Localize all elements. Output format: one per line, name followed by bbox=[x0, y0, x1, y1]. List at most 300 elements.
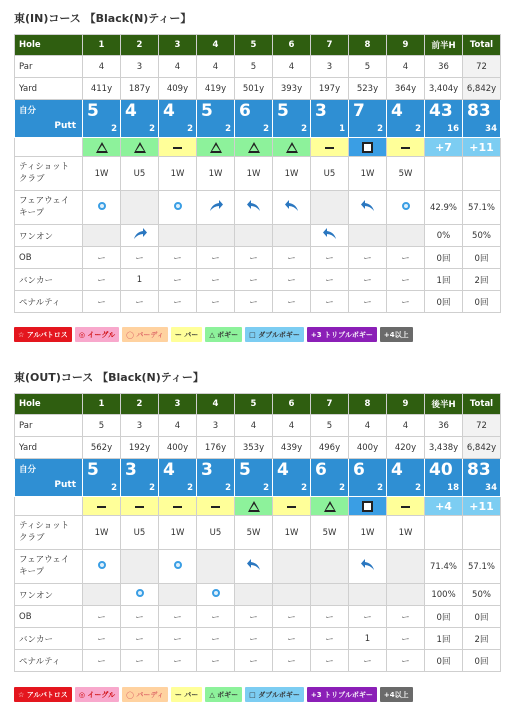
bunker-half: 1回 bbox=[425, 269, 463, 291]
row-label: ワンオン bbox=[15, 225, 83, 247]
bunker-total: 2回 bbox=[463, 628, 501, 650]
score-value: 3 bbox=[315, 101, 327, 121]
oneon-half: 100% bbox=[425, 584, 463, 606]
fairway-hit-icon bbox=[402, 202, 410, 210]
table-row-result bbox=[15, 497, 501, 516]
fairway-cell bbox=[121, 550, 159, 584]
penalty-cell: ー bbox=[349, 650, 387, 672]
score-cell[interactable] bbox=[387, 100, 425, 138]
par-cell: 3 bbox=[121, 56, 159, 78]
score-cell[interactable] bbox=[273, 459, 311, 497]
bogey-icon bbox=[134, 142, 146, 153]
tee-half bbox=[425, 157, 463, 191]
fairway-cell bbox=[83, 191, 121, 225]
bunker-cell: ー bbox=[273, 269, 311, 291]
tee-club-cell: 1W bbox=[83, 516, 121, 550]
score-value: 6 bbox=[239, 101, 251, 121]
fairway-cell bbox=[273, 191, 311, 225]
arrow-left-icon bbox=[246, 565, 262, 575]
fairway-half: 42.9% bbox=[425, 191, 463, 225]
putt-half: 16 bbox=[447, 124, 459, 134]
bunker-half: 1回 bbox=[425, 628, 463, 650]
tee-club-cell: 1W bbox=[349, 516, 387, 550]
putt-value: 2 bbox=[263, 124, 269, 134]
row-label: バンカー bbox=[15, 628, 83, 650]
row-label: Par bbox=[15, 415, 83, 437]
yard-cell: 197y bbox=[311, 78, 349, 100]
row-label: ティショット クラブ bbox=[15, 157, 83, 191]
score-cell[interactable] bbox=[121, 100, 159, 138]
penalty-cell: ー bbox=[159, 291, 197, 313]
par-cell: 5 bbox=[83, 415, 121, 437]
legend-item: ー パー bbox=[171, 327, 202, 342]
par-cell: 4 bbox=[349, 415, 387, 437]
fairway-cell bbox=[197, 550, 235, 584]
bogey-icon bbox=[286, 142, 298, 153]
arrow-left-icon bbox=[322, 234, 338, 244]
fairway-cell bbox=[83, 550, 121, 584]
yard-cell: 420y bbox=[387, 437, 425, 459]
table-row-penalty bbox=[15, 650, 501, 672]
tee-club-cell: 1W bbox=[159, 516, 197, 550]
score-cell[interactable] bbox=[235, 459, 273, 497]
oneon-cell bbox=[349, 225, 387, 247]
fairway-cell bbox=[235, 550, 273, 584]
par-icon bbox=[211, 506, 220, 508]
par-cell: 4 bbox=[235, 415, 273, 437]
hole-number: 4 bbox=[197, 35, 235, 56]
fairway-cell bbox=[349, 191, 387, 225]
result-cell bbox=[349, 138, 387, 157]
fairway-cell bbox=[159, 550, 197, 584]
ob-cell: ー bbox=[121, 247, 159, 269]
table-row-par bbox=[15, 415, 501, 437]
total-label: Total bbox=[463, 35, 501, 56]
penalty-cell: ー bbox=[197, 291, 235, 313]
ob-cell: ー bbox=[83, 606, 121, 628]
score-cell[interactable] bbox=[197, 100, 235, 138]
yard-cell: 393y bbox=[273, 78, 311, 100]
ob-total: 0回 bbox=[463, 606, 501, 628]
par-cell: 4 bbox=[387, 56, 425, 78]
score-value: 4 bbox=[163, 460, 175, 480]
bunker-cell: ー bbox=[349, 269, 387, 291]
row-label: Par bbox=[15, 56, 83, 78]
arrow-left-icon bbox=[246, 206, 262, 216]
fairway-cell bbox=[387, 191, 425, 225]
scorecard-table bbox=[14, 34, 501, 313]
result-cell bbox=[197, 138, 235, 157]
result-cell bbox=[387, 497, 425, 516]
score-cell[interactable] bbox=[159, 459, 197, 497]
legend-item: △ ボギー bbox=[205, 327, 242, 342]
bunker-cell: ー bbox=[83, 628, 121, 650]
legend-item: ◎ イーグル bbox=[75, 327, 119, 342]
result-cell bbox=[197, 497, 235, 516]
legend-item: ◎ イーグル bbox=[75, 687, 119, 702]
fairway-cell bbox=[387, 550, 425, 584]
yard-cell: 192y bbox=[121, 437, 159, 459]
legend-item: ◯ バーディ bbox=[122, 327, 168, 342]
bogey-icon bbox=[248, 501, 260, 512]
putt-value: 2 bbox=[187, 124, 193, 134]
row-label: バンカー bbox=[15, 269, 83, 291]
penalty-cell: ー bbox=[121, 291, 159, 313]
score-value: 3 bbox=[201, 460, 213, 480]
table-row-bunker bbox=[15, 628, 501, 650]
oneon-total: 50% bbox=[463, 584, 501, 606]
score-legend bbox=[14, 687, 413, 702]
row-label: Hole bbox=[15, 394, 83, 415]
result-cell bbox=[273, 497, 311, 516]
ob-cell: ー bbox=[387, 606, 425, 628]
result-cell bbox=[235, 497, 273, 516]
score-cell[interactable] bbox=[121, 459, 159, 497]
arrow-left-icon bbox=[360, 565, 376, 575]
tee-club-cell: 1W bbox=[235, 157, 273, 191]
result-half: +4 bbox=[425, 497, 463, 516]
par-cell: 4 bbox=[197, 56, 235, 78]
oneon-cell bbox=[387, 225, 425, 247]
tee-club-cell: 1W bbox=[159, 157, 197, 191]
penalty-half: 0回 bbox=[425, 650, 463, 672]
table-row-tee bbox=[15, 157, 501, 191]
score-value: 5 bbox=[239, 460, 251, 480]
bogey-icon bbox=[96, 142, 108, 153]
hole-number: 1 bbox=[83, 35, 121, 56]
bunker-cell: ー bbox=[121, 628, 159, 650]
hole-number: 1 bbox=[83, 394, 121, 415]
legend-item: +4以上 bbox=[380, 327, 413, 342]
table-row-yard bbox=[15, 437, 501, 459]
oneon-cell bbox=[121, 225, 159, 247]
tee-club-cell: U5 bbox=[311, 157, 349, 191]
putt-value: 2 bbox=[377, 483, 383, 493]
table-row-fairway bbox=[15, 550, 501, 584]
bunker-cell: ー bbox=[273, 628, 311, 650]
par-icon bbox=[97, 506, 106, 508]
ob-cell: ー bbox=[159, 247, 197, 269]
putt-value: 2 bbox=[301, 483, 307, 493]
penalty-cell: ー bbox=[235, 650, 273, 672]
fairway-hit-icon bbox=[174, 202, 182, 210]
result-cell bbox=[387, 138, 425, 157]
arrow-right-icon bbox=[208, 206, 224, 216]
bunker-cell: ー bbox=[387, 269, 425, 291]
tee-half bbox=[425, 516, 463, 550]
score-cell[interactable] bbox=[387, 459, 425, 497]
score-half: 40 bbox=[429, 460, 453, 480]
yard-cell: 439y bbox=[273, 437, 311, 459]
penalty-total: 0回 bbox=[463, 650, 501, 672]
putt-value: 2 bbox=[377, 124, 383, 134]
course-title: 東(OUT)コース 【Black(N)ティー】 bbox=[14, 371, 204, 384]
penalty-cell: ー bbox=[387, 291, 425, 313]
par-cell: 3 bbox=[197, 415, 235, 437]
tee-club-cell: 5W bbox=[387, 157, 425, 191]
bunker-cell: ー bbox=[159, 269, 197, 291]
row-label bbox=[15, 138, 83, 157]
par-cell: 5 bbox=[311, 415, 349, 437]
penalty-cell: ー bbox=[121, 650, 159, 672]
hole-number: 2 bbox=[121, 35, 159, 56]
par-total: 72 bbox=[463, 56, 501, 78]
score-cell[interactable] bbox=[83, 459, 121, 497]
par-cell: 4 bbox=[159, 415, 197, 437]
tee-club-cell: 5W bbox=[311, 516, 349, 550]
bunker-cell: ー bbox=[159, 628, 197, 650]
table-row-fairway bbox=[15, 191, 501, 225]
score-cell[interactable] bbox=[83, 100, 121, 138]
table-row-oneon bbox=[15, 225, 501, 247]
yard-cell: 400y bbox=[349, 437, 387, 459]
fairway-hit-icon bbox=[98, 561, 106, 569]
fairway-cell bbox=[121, 191, 159, 225]
hole-number: 8 bbox=[349, 35, 387, 56]
score-cell[interactable] bbox=[197, 459, 235, 497]
bunker-cell: ー bbox=[197, 269, 235, 291]
par-icon bbox=[173, 506, 182, 508]
score-cell[interactable] bbox=[311, 100, 349, 138]
score-half-cell bbox=[425, 100, 463, 138]
bogey-icon bbox=[248, 142, 260, 153]
ob-cell: ー bbox=[197, 606, 235, 628]
par-icon bbox=[401, 147, 410, 149]
par-icon bbox=[287, 506, 296, 508]
result-cell bbox=[121, 497, 159, 516]
half-label: 後半H bbox=[425, 394, 463, 415]
putt-value: 2 bbox=[225, 124, 231, 134]
table-row-tee bbox=[15, 516, 501, 550]
score-value: 4 bbox=[277, 460, 289, 480]
bunker-cell: ー bbox=[235, 269, 273, 291]
bunker-cell: 1 bbox=[121, 269, 159, 291]
row-label bbox=[15, 497, 83, 516]
score-value: 6 bbox=[315, 460, 327, 480]
yard-cell: 364y bbox=[387, 78, 425, 100]
score-cell[interactable] bbox=[235, 100, 273, 138]
penalty-total: 0回 bbox=[463, 291, 501, 313]
score-value: 5 bbox=[87, 460, 99, 480]
score-cell[interactable] bbox=[349, 459, 387, 497]
putt-half: 18 bbox=[447, 483, 459, 493]
score-cell[interactable] bbox=[311, 459, 349, 497]
oneon-cell bbox=[273, 584, 311, 606]
ob-cell: ー bbox=[349, 247, 387, 269]
yard-cell: 496y bbox=[311, 437, 349, 459]
arrow-left-icon bbox=[360, 206, 376, 216]
hole-number: 6 bbox=[273, 394, 311, 415]
penalty-cell: ー bbox=[159, 650, 197, 672]
legend-item: ◯ バーディ bbox=[122, 687, 168, 702]
score-cell[interactable] bbox=[349, 100, 387, 138]
legend-item: □ ダブルボギー bbox=[245, 687, 304, 702]
result-cell bbox=[311, 138, 349, 157]
penalty-cell: ー bbox=[311, 650, 349, 672]
tee-club-cell: 1W bbox=[273, 516, 311, 550]
ob-cell: ー bbox=[273, 247, 311, 269]
legend-item: ー パー bbox=[171, 687, 202, 702]
penalty-cell: ー bbox=[273, 650, 311, 672]
oneon-cell bbox=[235, 225, 273, 247]
oneon-cell bbox=[197, 225, 235, 247]
table-row-par bbox=[15, 56, 501, 78]
legend-item: +4以上 bbox=[380, 687, 413, 702]
par-cell: 4 bbox=[273, 415, 311, 437]
ob-cell: ー bbox=[311, 606, 349, 628]
legend-item: △ ボギー bbox=[205, 687, 242, 702]
score-total-cell bbox=[463, 459, 501, 497]
row-label: ティショット クラブ bbox=[15, 516, 83, 550]
table-row-hole bbox=[15, 35, 501, 56]
par-icon bbox=[135, 506, 144, 508]
putt-value: 2 bbox=[301, 124, 307, 134]
hole-number: 6 bbox=[273, 35, 311, 56]
legend-item: ☆ アルバトロス bbox=[14, 327, 72, 342]
yard-cell: 187y bbox=[121, 78, 159, 100]
fairway-cell bbox=[197, 191, 235, 225]
ob-cell: ー bbox=[235, 247, 273, 269]
fairway-hit-icon bbox=[212, 589, 220, 597]
score-value: 5 bbox=[277, 101, 289, 121]
bunker-cell: ー bbox=[197, 628, 235, 650]
yard-cell: 400y bbox=[159, 437, 197, 459]
tee-club-cell: 1W bbox=[273, 157, 311, 191]
table-row-ob bbox=[15, 247, 501, 269]
tee-club-cell: 1W bbox=[83, 157, 121, 191]
putt-value: 2 bbox=[187, 483, 193, 493]
ob-cell: ー bbox=[311, 247, 349, 269]
bunker-cell: ー bbox=[235, 628, 273, 650]
yard-total: 6,842y bbox=[463, 437, 501, 459]
tee-club-cell: 1W bbox=[349, 157, 387, 191]
yard-cell: 353y bbox=[235, 437, 273, 459]
hole-number: 3 bbox=[159, 394, 197, 415]
row-label: ワンオン bbox=[15, 584, 83, 606]
ob-half: 0回 bbox=[425, 247, 463, 269]
row-label: Yard bbox=[15, 78, 83, 100]
par-cell: 4 bbox=[83, 56, 121, 78]
half-label: 前半H bbox=[425, 35, 463, 56]
yard-cell: 523y bbox=[349, 78, 387, 100]
legend-item: +3 トリプルボギー bbox=[307, 327, 377, 342]
fairway-hit-icon bbox=[98, 202, 106, 210]
score-legend bbox=[14, 327, 413, 342]
putt-value: 2 bbox=[225, 483, 231, 493]
double-bogey-icon bbox=[362, 501, 373, 512]
yard-half: 3,404y bbox=[425, 78, 463, 100]
hole-number: 3 bbox=[159, 35, 197, 56]
score-value: 4 bbox=[125, 101, 137, 121]
row-label: Hole bbox=[15, 35, 83, 56]
yard-half: 3,438y bbox=[425, 437, 463, 459]
table-row-ob bbox=[15, 606, 501, 628]
row-label: フェアウェイ キープ bbox=[15, 191, 83, 225]
par-cell: 5 bbox=[235, 56, 273, 78]
ob-cell: ー bbox=[159, 606, 197, 628]
tee-club-cell: U5 bbox=[121, 516, 159, 550]
result-cell bbox=[159, 497, 197, 516]
putt-value: 2 bbox=[149, 124, 155, 134]
par-half: 36 bbox=[425, 56, 463, 78]
bunker-cell: ー bbox=[387, 628, 425, 650]
ob-cell: ー bbox=[197, 247, 235, 269]
score-value: 4 bbox=[391, 460, 403, 480]
oneon-cell bbox=[159, 225, 197, 247]
fairway-total: 57.1% bbox=[463, 191, 501, 225]
hole-number: 5 bbox=[235, 394, 273, 415]
table-row-yard bbox=[15, 78, 501, 100]
yard-cell: 411y bbox=[83, 78, 121, 100]
oneon-cell bbox=[349, 584, 387, 606]
oneon-cell bbox=[121, 584, 159, 606]
tee-total bbox=[463, 157, 501, 191]
double-bogey-icon bbox=[362, 142, 373, 153]
penalty-cell: ー bbox=[273, 291, 311, 313]
row-label bbox=[15, 100, 83, 138]
ob-cell: ー bbox=[235, 606, 273, 628]
ob-cell: ー bbox=[83, 247, 121, 269]
legend-item: □ ダブルボギー bbox=[245, 327, 304, 342]
score-cell[interactable] bbox=[273, 100, 311, 138]
bunker-total: 2回 bbox=[463, 269, 501, 291]
self-label: 自分 bbox=[19, 106, 37, 116]
penalty-half: 0回 bbox=[425, 291, 463, 313]
putt-value: 2 bbox=[415, 483, 421, 493]
arrow-left-icon bbox=[284, 206, 300, 216]
fairway-half: 71.4% bbox=[425, 550, 463, 584]
bunker-cell: ー bbox=[311, 628, 349, 650]
hole-number: 5 bbox=[235, 35, 273, 56]
row-label: ペナルティ bbox=[15, 291, 83, 313]
oneon-cell bbox=[235, 584, 273, 606]
bunker-cell: 1 bbox=[349, 628, 387, 650]
score-value: 7 bbox=[353, 101, 365, 121]
putt-total: 34 bbox=[485, 483, 497, 493]
score-total: 83 bbox=[467, 101, 491, 121]
yard-cell: 501y bbox=[235, 78, 273, 100]
penalty-cell: ー bbox=[235, 291, 273, 313]
course-title: 東(IN)コース 【Black(N)ティー】 bbox=[14, 12, 192, 25]
putt-value: 2 bbox=[263, 483, 269, 493]
score-cell[interactable] bbox=[159, 100, 197, 138]
penalty-cell: ー bbox=[387, 650, 425, 672]
row-label: フェアウェイ キープ bbox=[15, 550, 83, 584]
result-total: +11 bbox=[463, 497, 501, 516]
score-total: 83 bbox=[467, 460, 491, 480]
penalty-cell: ー bbox=[349, 291, 387, 313]
arrow-right-icon bbox=[132, 234, 148, 244]
fairway-cell bbox=[311, 550, 349, 584]
ob-cell: ー bbox=[349, 606, 387, 628]
hole-number: 7 bbox=[311, 394, 349, 415]
fairway-cell bbox=[349, 550, 387, 584]
fairway-cell bbox=[235, 191, 273, 225]
putt-value: 1 bbox=[339, 124, 345, 134]
tee-club-cell: U5 bbox=[121, 157, 159, 191]
bogey-icon bbox=[210, 142, 222, 153]
oneon-cell bbox=[273, 225, 311, 247]
fairway-cell bbox=[311, 191, 349, 225]
tee-club-cell: 1W bbox=[387, 516, 425, 550]
putt-total: 34 bbox=[485, 124, 497, 134]
oneon-cell bbox=[83, 584, 121, 606]
putt-value: 2 bbox=[149, 483, 155, 493]
bogey-icon bbox=[324, 501, 336, 512]
yard-cell: 419y bbox=[197, 78, 235, 100]
putt-value: 2 bbox=[111, 124, 117, 134]
par-cell: 5 bbox=[349, 56, 387, 78]
